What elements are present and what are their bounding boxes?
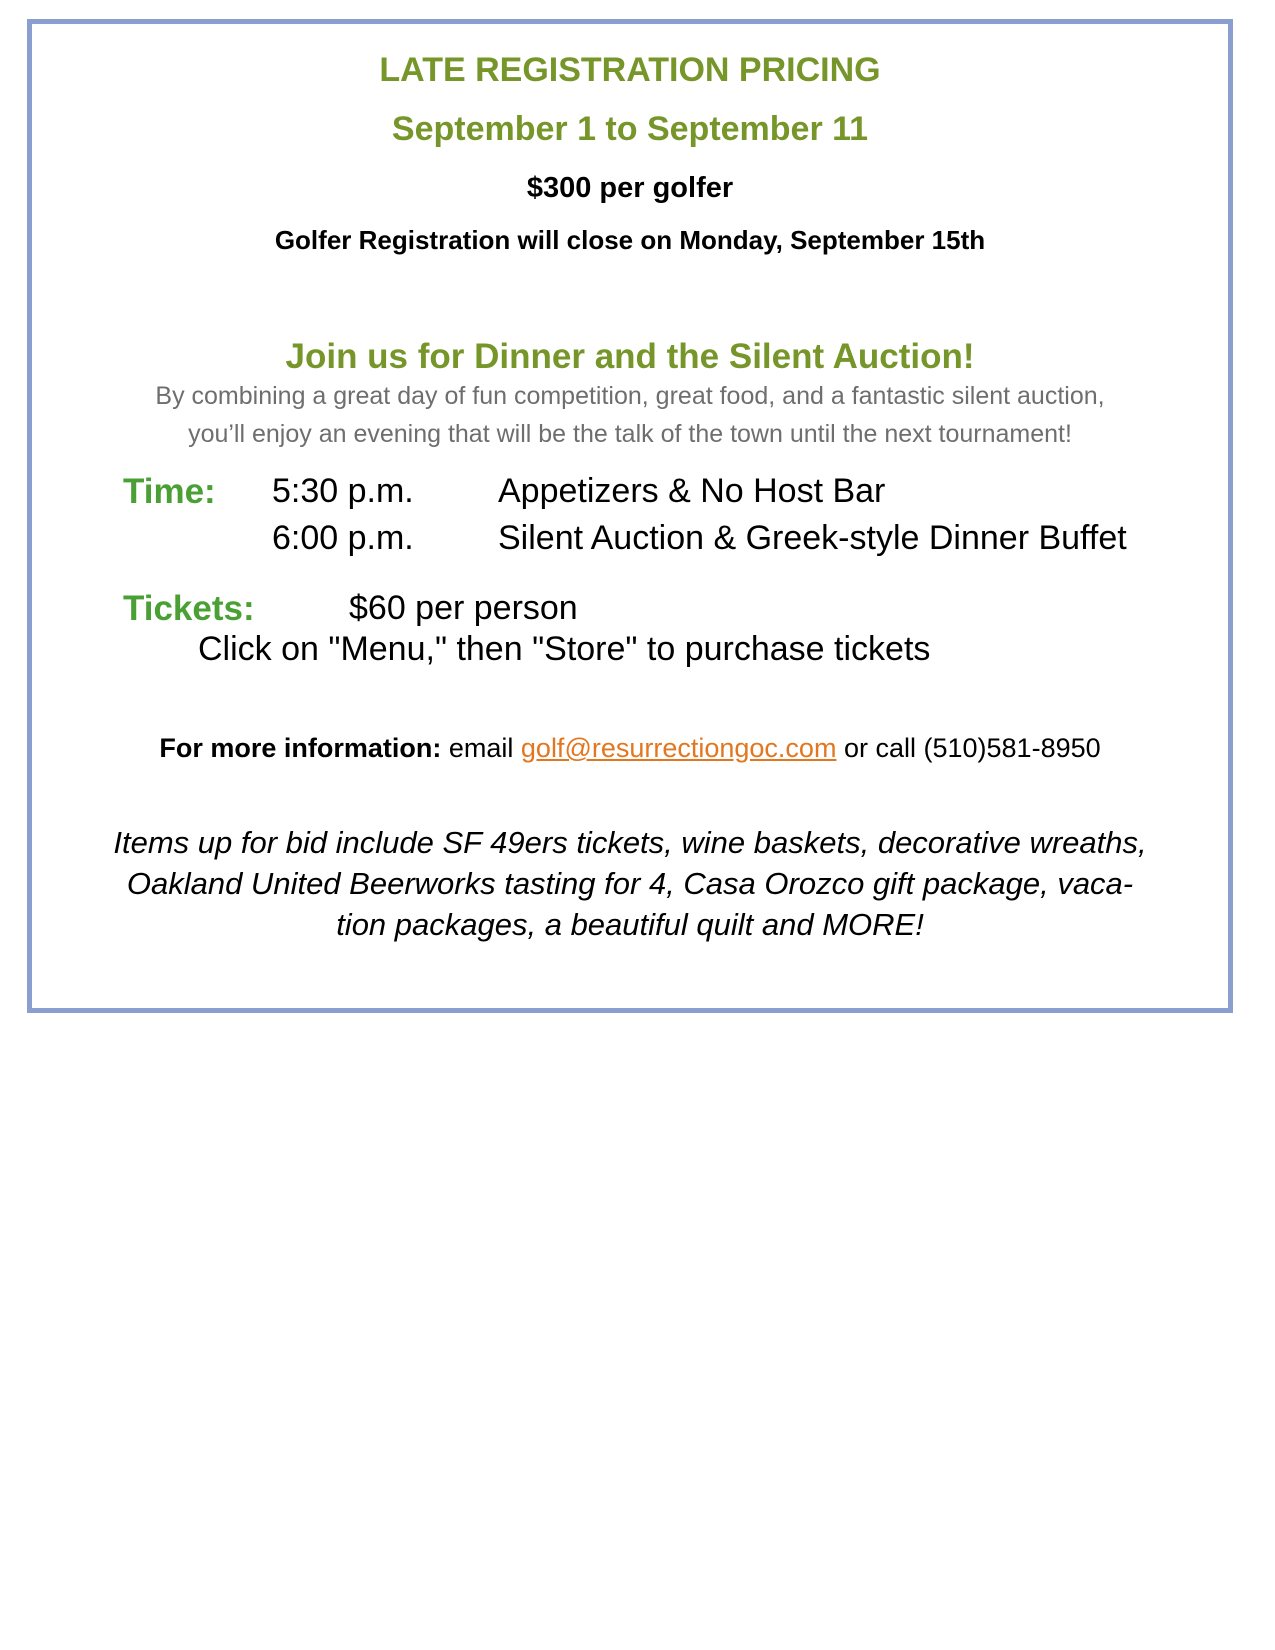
auction-items-line-2: Oakland United Beerworks tasting for 4, Casa Orozco gift package, vaca- bbox=[126, 866, 1134, 901]
registration-dates: September 1 to September 11 bbox=[391, 110, 869, 148]
tickets-label: Tickets: bbox=[123, 589, 255, 628]
ticket-instructions: Click on "Menu," then "Store" to purchase tickets bbox=[198, 630, 931, 668]
contact-label: For more information: bbox=[159, 733, 442, 763]
dinner-description-line-2: you’ll enjoy an evening that will be the talk of the town until the next tournament! bbox=[188, 420, 1072, 448]
schedule-event-2: Silent Auction & Greek-style Dinner Buffet bbox=[498, 519, 1127, 557]
golfer-price: $300 per golfer bbox=[526, 172, 734, 204]
time-label: Time: bbox=[123, 472, 216, 511]
email-link[interactable]: golf@resurrectiongoc.com bbox=[520, 733, 837, 763]
contact-info bbox=[32, 733, 1228, 764]
registration-close-note: Golfer Registration will close on Monday, September 15th bbox=[274, 225, 986, 255]
email-prefix: email bbox=[448, 733, 514, 763]
late-registration-title: LATE REGISTRATION PRICING bbox=[379, 51, 881, 89]
schedule-event-1: Appetizers & No Host Bar bbox=[498, 472, 886, 510]
dinner-heading: Join us for Dinner and the Silent Auction! bbox=[285, 337, 975, 376]
auction-items-line-1: Items up for bid include SF 49ers tickets, wine baskets, decorative wreaths, bbox=[113, 825, 1147, 860]
flyer-box bbox=[27, 19, 1233, 1013]
schedule-time-1: 5:30 p.m. bbox=[272, 472, 414, 510]
dinner-description-line-1: By combining a great day of fun competition, great food, and a fantastic silent auction, bbox=[155, 382, 1105, 410]
auction-items-line-3: tion packages, a beautiful quilt and MORE! bbox=[336, 907, 924, 942]
ticket-price: $60 per person bbox=[349, 589, 578, 627]
schedule-time-2: 6:00 p.m. bbox=[272, 519, 414, 557]
phone-text: or call (510)581-8950 bbox=[843, 733, 1101, 763]
